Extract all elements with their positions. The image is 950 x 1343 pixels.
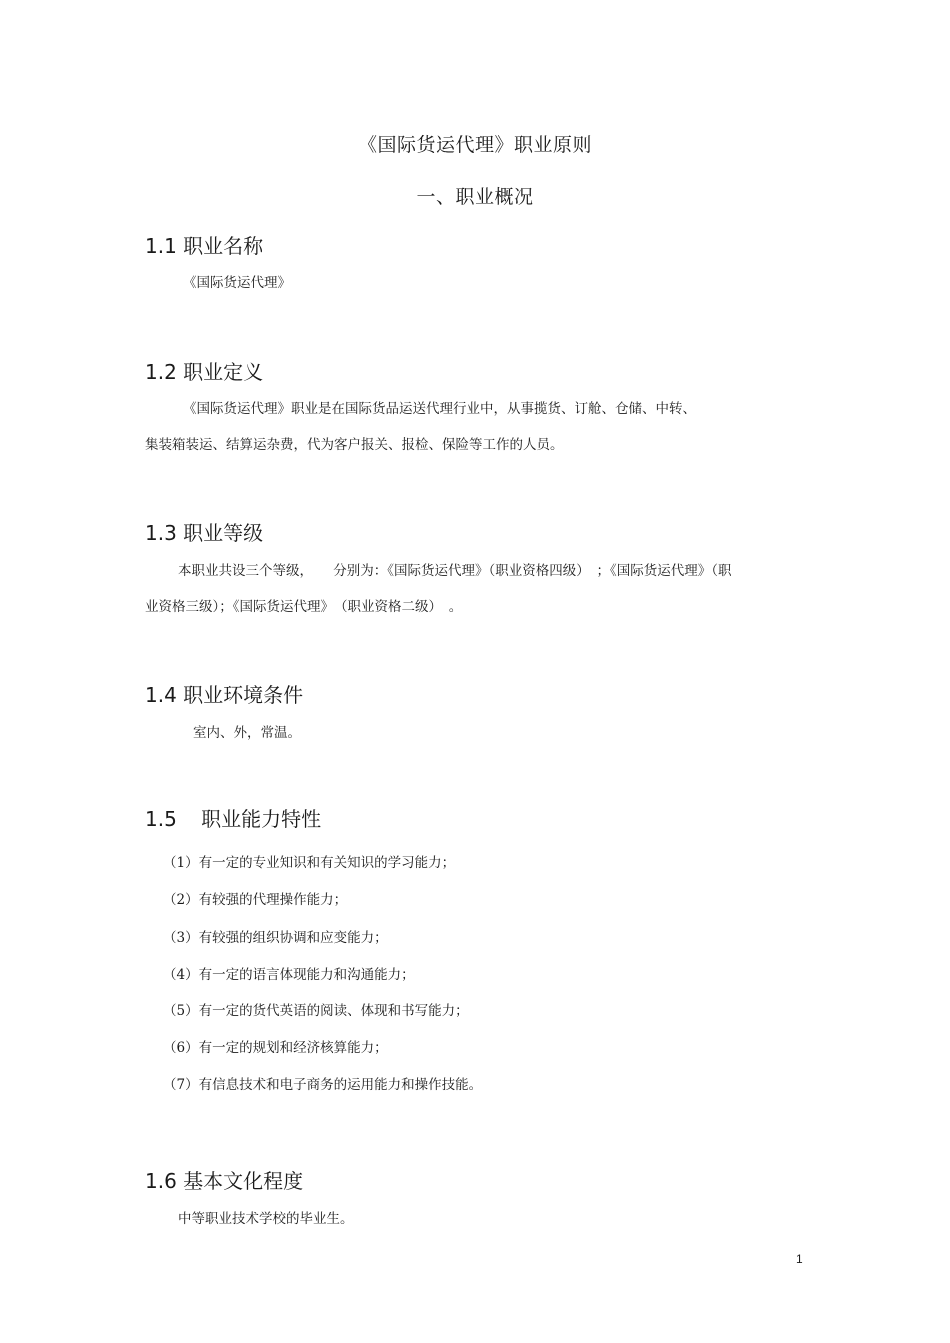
list-item: （1）有一定的专业知识和有关知识的学习能力；: [163, 855, 456, 871]
list-item: （7）有信息技术和电子商务的运用能力和操作技能。: [163, 1077, 483, 1093]
section-number: 1.2: [145, 360, 177, 384]
section-heading-1-3: [145, 517, 263, 546]
section-heading-1-6: [145, 1165, 303, 1194]
section-title: 职业名称: [183, 234, 264, 258]
document-title: 《国际货运代理》职业原则: [357, 134, 592, 156]
list-item: （3）有较强的组织协调和应变能力；: [163, 930, 388, 946]
section-body-1-2-line1: 《国际货运代理》职业是在国际货品运送代理行业中，从事揽货、订舱、仓储、中转、: [183, 401, 696, 417]
page-number: 1: [796, 1252, 803, 1266]
chapter-title: 一、职业概况: [416, 186, 534, 208]
section-body-1-6: 中等职业技术学校的毕业生。: [178, 1211, 354, 1227]
list-item: （2）有较强的代理操作能力；: [163, 892, 348, 908]
section-body-1-4: 室内、外，常温。: [193, 725, 301, 741]
list-item: （4）有一定的语言体现能力和沟通能力；: [163, 967, 415, 983]
section-heading-1-1: [145, 230, 263, 259]
section-title: 基本文化程度: [183, 1169, 304, 1193]
section-number: 1.4: [145, 683, 177, 707]
section-body-1-3-line2: 业资格三级）；《国际货运代理》 （职业资格二级） 。: [145, 599, 463, 615]
section-body-1-3-line1: 本职业共设三个等级， 分别为：《国际货运代理》（职业资格四级） ；《国际货运代理》（职: [178, 563, 732, 579]
section-heading-1-4: [145, 679, 303, 708]
section-body-1-1: 《国际货运代理》: [183, 275, 291, 291]
section-title: 职业定义: [183, 360, 264, 384]
section-title: 职业环境条件: [183, 683, 304, 707]
list-item: （6）有一定的规划和经济核算能力；: [163, 1040, 388, 1056]
section-title: 职业能力特性: [201, 807, 322, 831]
list-item: （5）有一定的货代英语的阅读、体现和书写能力；: [163, 1003, 469, 1019]
section-number: 1.5: [145, 807, 177, 831]
section-title: 职业等级: [183, 521, 264, 545]
section-number: 1.1: [145, 234, 177, 258]
section-heading-1-5: [145, 803, 321, 832]
section-body-1-2-line2: 集装箱装运、结算运杂费，代为客户报关、报检、保险等工作的人员。: [145, 437, 564, 453]
section-number: 1.3: [145, 521, 177, 545]
section-number: 1.6: [145, 1169, 177, 1193]
section-heading-1-2: [145, 356, 263, 385]
